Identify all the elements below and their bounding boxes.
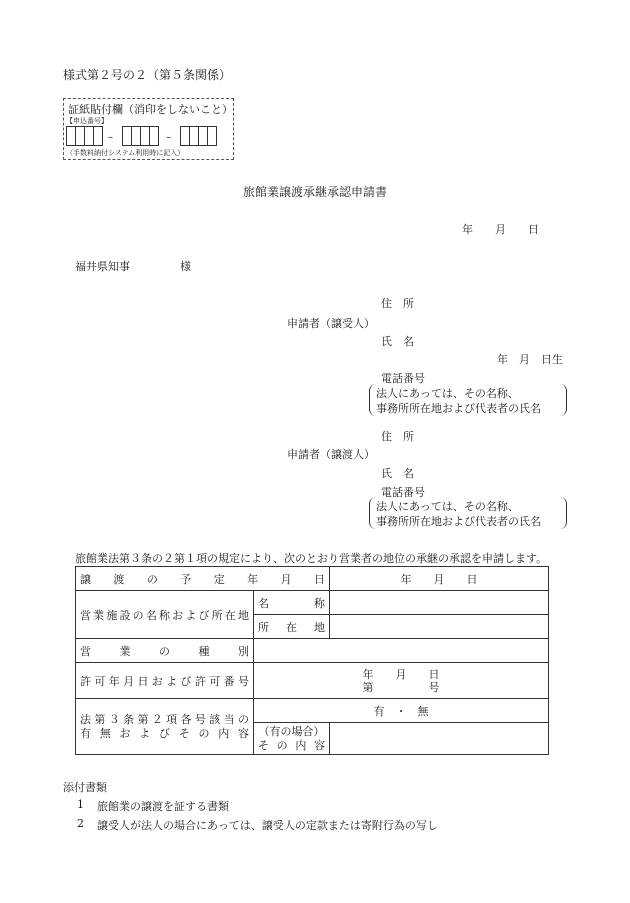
permit-label: 許可年月日および許可番号 bbox=[80, 674, 249, 688]
transferee-role-label: 申請者（譲受人） bbox=[287, 317, 375, 330]
disqualification-label-line-1: 法第３条第２項各号該当の bbox=[80, 712, 249, 726]
application-number-group-2[interactable] bbox=[122, 126, 158, 146]
transferee-phone-label: 電話番号 bbox=[381, 372, 425, 385]
separator-dash: – bbox=[108, 132, 113, 143]
transferee-address-label: 住 所 bbox=[381, 297, 414, 310]
facility-label-cell bbox=[76, 591, 254, 639]
application-details-table bbox=[75, 566, 549, 755]
transferee-name-label: 氏 名 bbox=[381, 335, 414, 348]
corporate-note-line-1: 法人にあっては、その名称、 bbox=[376, 387, 519, 400]
digit-box[interactable] bbox=[207, 126, 217, 146]
attachment-number: 2 bbox=[77, 817, 84, 830]
digit-box[interactable] bbox=[149, 126, 159, 146]
corporate-note-line-1: 法人にあっては、その名称、 bbox=[376, 500, 519, 513]
corporate-note-line-2: 事務所所在地および代表者の氏名 bbox=[376, 402, 541, 415]
transferor-role-label: 申請者（譲渡人） bbox=[287, 448, 375, 461]
document-title: 旅館業譲渡承継承認申請書 bbox=[242, 185, 387, 199]
permit-value[interactable] bbox=[254, 663, 549, 699]
table-row bbox=[76, 591, 549, 615]
honorific: 様 bbox=[180, 260, 191, 273]
transferee-corporate-note bbox=[369, 384, 567, 416]
transferor-phone-label: 電話番号 bbox=[381, 486, 425, 499]
transfer-date-label-cell bbox=[76, 567, 330, 591]
transferor-address-label: 住 所 bbox=[381, 430, 414, 443]
facility-name-input[interactable] bbox=[330, 591, 549, 615]
application-number-group-3[interactable] bbox=[180, 126, 216, 146]
attachment-number: 1 bbox=[77, 798, 84, 811]
facility-name-label-cell bbox=[254, 591, 330, 615]
business-type-label: 営業の種別 bbox=[80, 644, 249, 658]
facility-address-label: 所在地 bbox=[258, 620, 325, 634]
addressee: 福井県知事 bbox=[75, 260, 130, 273]
facility-address-label-cell bbox=[254, 615, 330, 639]
disqualification-detail-input[interactable] bbox=[330, 723, 549, 755]
attachments-title: 添付書類 bbox=[63, 781, 107, 794]
disqualification-label-cell bbox=[76, 699, 254, 755]
facility-label: 営業施設の名称および所在地 bbox=[80, 608, 249, 622]
disqualification-detail-label-line-1: （有の場合） bbox=[258, 724, 325, 738]
corporate-note-line-2: 事務所所在地および代表者の氏名 bbox=[376, 515, 541, 528]
form-number: 様式第２号の２（第５条関係） bbox=[63, 68, 232, 82]
facility-name-label: 名称 bbox=[258, 596, 325, 610]
transfer-date-label: 譲渡の予定年月日 bbox=[80, 572, 325, 586]
transferor-corporate-note bbox=[369, 497, 567, 529]
disqualification-detail-label-line-2: その内容 bbox=[258, 738, 325, 752]
application-date[interactable]: 年 月 日 bbox=[462, 223, 539, 236]
digit-box[interactable] bbox=[93, 126, 103, 146]
disqualification-choice[interactable]: 有 ・ 無 bbox=[254, 699, 549, 723]
disqualification-detail-label-cell bbox=[254, 723, 330, 755]
permit-number: 第 号 bbox=[362, 680, 440, 694]
business-type-label-cell bbox=[76, 639, 254, 663]
transferor-name-label: 氏 名 bbox=[381, 467, 414, 480]
stamp-area-title: 証紙貼付欄（消印をしないこと） bbox=[68, 103, 233, 116]
business-type-input[interactable] bbox=[254, 639, 549, 663]
facility-address-input[interactable] bbox=[330, 615, 549, 639]
separator-dash: – bbox=[166, 132, 171, 143]
table-row bbox=[76, 699, 549, 723]
permit-label-cell bbox=[76, 663, 254, 699]
application-number-label: 【申込番号】 bbox=[66, 117, 108, 125]
transferee-birthdate-label: 年 月 日生 bbox=[497, 353, 563, 366]
table-row bbox=[76, 663, 549, 699]
table-row bbox=[76, 567, 549, 591]
application-statement: 旅館業法第３条の２第１項の規定により、次のとおり営業者の地位の承継の承認を申請します。 bbox=[75, 552, 548, 565]
table-row bbox=[76, 639, 549, 663]
revenue-stamp-area bbox=[63, 98, 234, 160]
stamp-area-note: （手数料納付システム利用時に記入） bbox=[66, 149, 185, 157]
attachment-item-1: 旅館業の譲渡を証する書類 bbox=[97, 800, 229, 813]
disqualification-label-line-2: 有無およびその内容 bbox=[80, 726, 249, 740]
application-number-group-1[interactable] bbox=[66, 126, 102, 146]
attachment-item-2: 譲受人が法人の場合にあっては、譲受人の定款または寄附行為の写し bbox=[97, 819, 438, 832]
permit-date: 年 月 日 bbox=[362, 667, 440, 681]
transfer-date-value[interactable]: 年 月 日 bbox=[330, 567, 549, 591]
